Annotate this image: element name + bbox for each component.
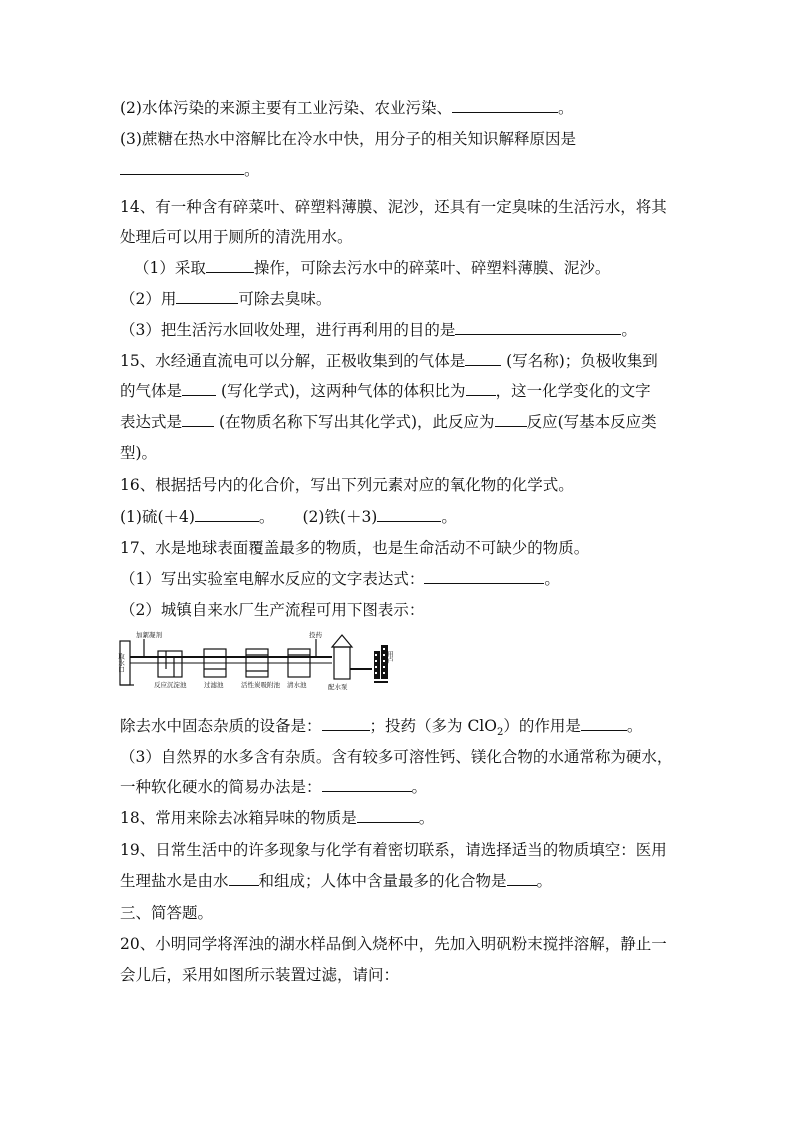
- q14-sub1: （1）采取 操作，可除去污水中的碎菜叶、碎塑料薄膜、泥沙。: [134, 259, 611, 277]
- q20-line-2: 会儿后，采用如图所示装置过滤，请问：: [120, 966, 400, 984]
- pump-house: [334, 647, 350, 679]
- q17-sub3-line-2: 一种软化硬水的简易办法是： 。: [120, 778, 428, 796]
- answer-blank[interactable]: [176, 289, 238, 304]
- q16-stem: 16、根据括号内的化合价，写出下列元素对应的氧化物的化学式。: [120, 476, 574, 494]
- label-intake: 取水口: [117, 653, 125, 673]
- answer-blank[interactable]: [120, 160, 244, 175]
- q13-part2: (2)水体污染的来源主要有工业污染、农业污染、 。: [120, 99, 574, 117]
- answer-blank[interactable]: [322, 716, 370, 731]
- q17-line-3: 除去水中固态杂质的设备是： ；投药（多为 ClO$_2$）的作用是 。: [120, 717, 643, 739]
- answer-blank[interactable]: [465, 351, 501, 366]
- answer-blank[interactable]: [322, 777, 412, 792]
- q14-sub2: （2）用 可除去臭味。: [120, 290, 332, 308]
- answer-blank[interactable]: [452, 98, 558, 113]
- answer-blank[interactable]: [424, 569, 544, 584]
- answer-blank[interactable]: [229, 871, 259, 886]
- q17-stem: 17、水是地球表面覆盖最多的物质，也是生命活动不可缺少的物质。: [120, 539, 590, 557]
- answer-blank[interactable]: [455, 320, 621, 335]
- tank-reaction: [158, 651, 182, 677]
- answer-blank[interactable]: [182, 381, 216, 396]
- q17-sub3-line-1: （3）自然界的水多含有杂质。含有较多可溶性钙、镁化合物的水通常称为硬水，: [120, 748, 673, 766]
- q17-sub1: （1）写出实验室电解水反应的文字表达式： 。: [120, 570, 560, 588]
- answer-blank[interactable]: [377, 507, 441, 522]
- q13-part3: (3)蔗糖在热水中溶解比在冷水中快，用分子的相关知识解释原因是: [120, 130, 576, 148]
- q15-line-2: 的气体是 (写化学式)，这两种气体的体积比为 ，这一化学变化的文字: [120, 382, 651, 400]
- answer-blank[interactable]: [182, 412, 214, 427]
- answer-blank[interactable]: [581, 716, 627, 731]
- answer-blank[interactable]: [206, 258, 254, 273]
- section-title: 三、简答题。: [120, 904, 214, 922]
- q17-sub2: （2）城镇自来水厂生产流程可用下图表示：: [120, 601, 425, 619]
- q15-line-1: 15、水经通直流电可以分解，正极收集到的气体是 (写名称)；负极收集到: [120, 352, 658, 370]
- q14-sub3: （3）把生活污水回收处理，进行再利用的目的是 。: [120, 321, 637, 339]
- water-treatment-diagram: [118, 629, 400, 701]
- label-pump: 配水泵: [328, 683, 348, 691]
- label-coagulant: 加絮凝剂: [136, 631, 162, 639]
- q19-line-2: 生理盐水是由水 和组成；人体中含量最多的化合物是 。: [120, 872, 553, 890]
- q19-line-1: 19、日常生活中的许多现象与化学有着密切联系，请选择适当的物质填空：医用: [120, 841, 667, 859]
- pump-roof: [332, 635, 352, 647]
- q20-line-1: 20、小明同学将浑浊的湖水样品倒入烧杯中，先加入明矾粉末搅拌溶解，静止一: [120, 935, 667, 953]
- label-tank-reaction: 反应沉淀池: [154, 681, 187, 689]
- q18: 18、常用来除去冰箱异味的物质是 。: [120, 809, 435, 827]
- label-tank-carbon: 活性炭吸附池: [241, 681, 280, 689]
- q15-line-4: 型)。: [120, 444, 158, 462]
- label-tank-clear: 清水池: [287, 681, 307, 689]
- answer-blank[interactable]: [195, 507, 259, 522]
- label-user: 用户: [386, 651, 394, 664]
- answer-blank[interactable]: [507, 871, 537, 886]
- label-dosing: 投药: [309, 631, 322, 639]
- q15-line-3: 表达式是 (在物质名称下写出其化学式)，此反应为 反应(写基本反应类: [120, 413, 657, 431]
- q13-part3-answer: 。: [120, 160, 260, 180]
- answer-blank[interactable]: [466, 381, 496, 396]
- label-tank-filter: 过滤池: [204, 681, 224, 689]
- answer-blank[interactable]: [495, 412, 527, 427]
- q16-answers: (1)硫(＋4) 。 (2)铁(＋3) 。: [120, 508, 457, 526]
- answer-blank[interactable]: [357, 808, 419, 823]
- q14-stem-1: 14、有一种含有碎菜叶、碎塑料薄膜、泥沙，还具有一定臭味的生活污水，将其: [120, 198, 667, 216]
- q14-stem-2: 处理后可以用于厕所的清洗用水。: [120, 228, 353, 246]
